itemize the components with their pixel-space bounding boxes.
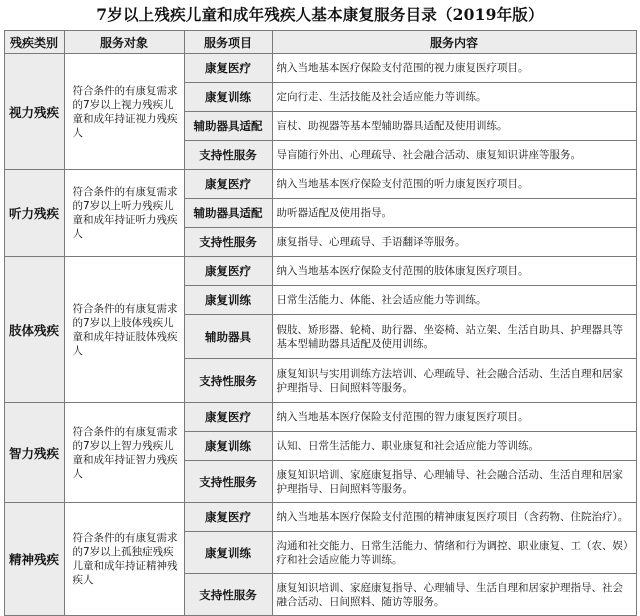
target-text: 符合条件的有康复需求的7岁以上肢体残疾儿童和成年持证肢体残疾人 [72,302,178,357]
service-item-cell: 康复训练 [184,532,272,574]
service-content-cell: 定向行走、生活技能及社会适应能力等训练。 [272,83,636,112]
table-row [4,403,636,432]
target-text: 符合条件的有康复需求的7岁以上孤独症残疾儿童和成年持证精神残疾人 [72,532,178,586]
category-cell: 智力残疾 [4,403,64,503]
service-content-cell: 纳入当地基本医疗保险支付范围的精神康复医疗项目（含药物、住院治疗）。 [272,503,636,532]
table-row [4,257,636,286]
service-content-cell: 纳入当地基本医疗保险支付范围的肢体康复医疗项目。 [272,257,636,286]
service-content-cell: 康复知识与实用训练方法培训、心理疏导、社会融合活动、生活自理和居家护理指导、日间照料等服务。 [272,359,636,403]
header-content: 服务内容 [272,31,636,54]
service-item-cell: 康复训练 [184,432,272,461]
service-content-cell: 纳入当地基本医疗保险支付范围的视力康复医疗项目。 [272,54,636,83]
service-item-cell: 康复医疗 [184,54,272,83]
service-item-cell: 支持性服务 [184,228,272,257]
target-cell [64,170,184,257]
service-content-cell: 盲杖、助视器等基本型辅助器具适配及使用训练。 [272,112,636,141]
service-item-cell: 康复训练 [184,286,272,315]
table-row [4,503,636,532]
header-category: 残疾类别 [4,31,64,54]
service-content-cell: 康复知识培训、家庭康复指导、心理辅导、生活自理和居家护理指导、社会融合活动、日间照料、随访等服务。 [272,574,636,616]
table-header-row [4,31,636,54]
service-catalog-table [4,30,637,616]
header-item: 服务项目 [184,31,272,54]
service-item-cell: 康复训练 [184,83,272,112]
service-content-cell: 假肢、矫形器、轮椅、助行器、坐姿椅、站立架、生活自助具、护理器具等基本型辅助器具适配及使用训练。 [272,315,636,359]
service-content-cell: 助听器适配及使用指导。 [272,199,636,228]
service-content-cell: 日常生活能力、体能、社会适应能力等训练。 [272,286,636,315]
target-cell [64,503,184,616]
service-item-cell: 辅助器具适配 [184,199,272,228]
service-item-cell: 支持性服务 [184,141,272,170]
service-item-cell: 康复医疗 [184,170,272,199]
service-content-cell: 认知、日常生活能力、职业康复和社会适应能力等训练。 [272,432,636,461]
service-content-cell: 康复指导、心理疏导、手语翻译等服务。 [272,228,636,257]
target-cell [64,257,184,403]
category-cell: 视力残疾 [4,54,64,170]
target-cell [64,54,184,170]
category-cell: 精神残疾 [4,503,64,616]
service-item-cell: 支持性服务 [184,461,272,503]
service-item-cell: 康复医疗 [184,257,272,286]
service-item-cell: 支持性服务 [184,359,272,403]
category-cell: 肢体残疾 [4,257,64,403]
service-item-cell: 康复医疗 [184,503,272,532]
table-row [4,54,636,83]
service-content-cell: 康复知识培训、家庭康复指导、心理辅导、社会融合活动、生活自理和居家护理指导、日间照料等服务。 [272,461,636,503]
service-content-cell: 纳入当地基本医疗保险支付范围的听力康复医疗项目。 [272,170,636,199]
header-target: 服务对象 [64,31,184,54]
category-cell: 听力残疾 [4,170,64,257]
table-row [4,170,636,199]
service-item-cell: 支持性服务 [184,574,272,616]
service-content-cell: 纳入当地基本医疗保险支付范围的智力康复医疗项目。 [272,403,636,432]
target-cell [64,403,184,503]
target-text: 符合条件的有康复需求的7岁以上听力残疾儿童和成年持证听力残疾人 [72,186,178,240]
page-title: 7岁以上残疾儿童和成年残疾人基本康复服务目录（2019年版） [96,5,544,24]
service-content-cell: 沟通和社交能力、日常生活能力、情绪和行为调控、职业康复、工（农、娱）疗和社会适应能力等训练。 [272,532,636,574]
service-item-cell: 辅助器具适配 [184,112,272,141]
service-content-cell: 导盲随行外出、心理疏导、社会融合活动、康复知识讲座等服务。 [272,141,636,170]
service-item-cell: 康复医疗 [184,403,272,432]
target-text: 符合条件的有康复需求的7岁以上视力残疾儿童和成年持证视力残疾人 [72,84,178,139]
target-text: 符合条件的有康复需求的7岁以上智力残疾儿童和成年持证智力残疾人 [72,425,178,480]
service-item-cell: 辅助器具 [184,315,272,359]
